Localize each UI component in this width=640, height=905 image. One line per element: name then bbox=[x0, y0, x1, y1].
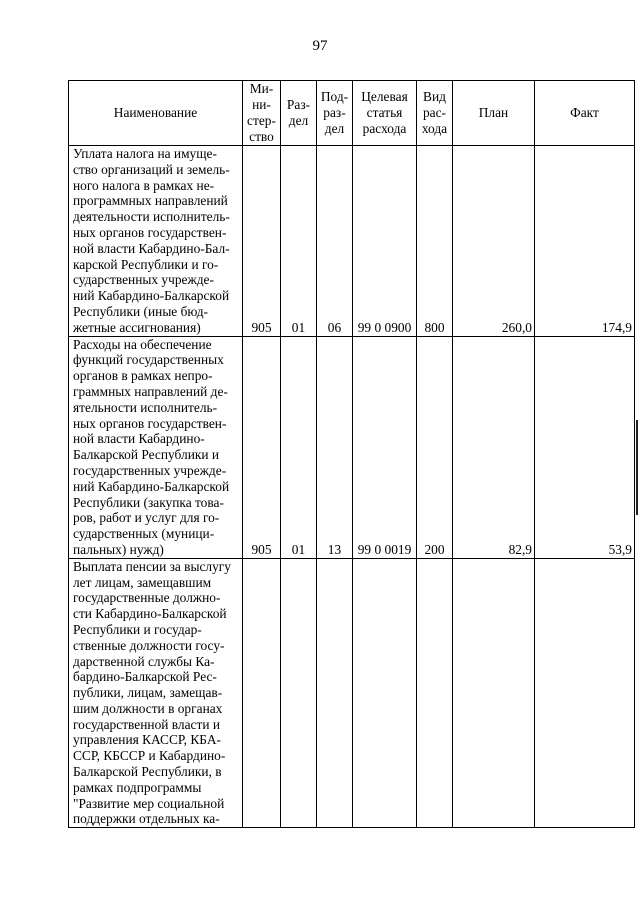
row-name-line: граммных направлений де- bbox=[73, 383, 228, 399]
header-target-article: Целевая статья расхода bbox=[353, 81, 417, 146]
row-name-line: ственные должности госу- bbox=[73, 637, 225, 653]
row-target-article-cell: 99 0 0019 bbox=[353, 336, 417, 558]
row-expense-type-cell bbox=[417, 558, 453, 828]
row-name-line: публики, лицам, замещав- bbox=[73, 685, 223, 701]
row-ministry-cell: 905 bbox=[243, 146, 281, 337]
row-name-line: ССР, КБССР и Кабардино- bbox=[73, 748, 226, 764]
row-name-line: ной власти Кабардино-Бал- bbox=[73, 240, 230, 256]
row-name-line: Балкарской Республики, в bbox=[73, 764, 222, 780]
row-fact-cell: 174,9 bbox=[535, 146, 635, 337]
table-body bbox=[69, 146, 635, 828]
row-name-line: лет лицам, замещавшим bbox=[73, 574, 212, 590]
row-ministry-cell bbox=[243, 558, 281, 828]
row-name-line: сударственных (муници- bbox=[73, 526, 215, 542]
table-row bbox=[69, 336, 635, 558]
table-row bbox=[69, 146, 635, 337]
row-fact-cell: 53,9 bbox=[535, 336, 635, 558]
row-name-line: Выплата пенсии за выслугу bbox=[73, 558, 231, 574]
row-name-cell bbox=[69, 146, 243, 337]
row-name-line: ство организаций и земель- bbox=[73, 161, 230, 177]
row-name-cell bbox=[69, 558, 243, 828]
row-name-line: ных органов государствен- bbox=[73, 415, 227, 431]
row-name-line: поддержки отдельных ка- bbox=[73, 811, 220, 827]
row-name-line: деятельности исполнитель- bbox=[73, 209, 230, 225]
row-name-line: Республики (закупка това- bbox=[73, 494, 224, 510]
budget-table bbox=[68, 80, 635, 828]
row-name-line: функций государственных bbox=[73, 352, 224, 368]
row-name-line: ной власти Кабардино- bbox=[73, 431, 205, 447]
row-ministry-cell: 905 bbox=[243, 336, 281, 558]
row-name-line: ятельности исполнитель- bbox=[73, 399, 218, 415]
row-target-article-cell: 99 0 0900 bbox=[353, 146, 417, 337]
header-name: Наименование bbox=[69, 81, 243, 146]
row-name-line: карской Республики и го- bbox=[73, 256, 219, 272]
header-expense-type: Вид рас- хода bbox=[417, 81, 453, 146]
row-name-line: шим должности в органах bbox=[73, 700, 223, 716]
row-name-line: Республики (иные бюд- bbox=[73, 303, 209, 319]
row-name-line: ных органов государствен- bbox=[73, 224, 227, 240]
table-row bbox=[69, 558, 635, 828]
header-section: Раз- дел bbox=[281, 81, 317, 146]
row-name-line: ров, работ и услуг для го- bbox=[73, 510, 220, 526]
row-name-line: Уплата налога на имуще- bbox=[73, 146, 217, 161]
row-name-line: программных направлений bbox=[73, 193, 228, 209]
row-name-line: Республики и государ- bbox=[73, 621, 202, 637]
row-name-line: бардино-Балкарской Рес- bbox=[73, 669, 217, 685]
row-name-line: ний Кабардино-Балкарской bbox=[73, 478, 230, 494]
row-name-line: "Развитие мер социальной bbox=[73, 795, 225, 811]
scan-edge-mark bbox=[636, 420, 638, 515]
row-name-line: органов в рамках непро- bbox=[73, 368, 213, 384]
row-name-cell bbox=[69, 336, 243, 558]
row-expense-type-cell: 800 bbox=[417, 146, 453, 337]
row-name-line: дарственной службы Ка- bbox=[73, 653, 215, 669]
header-subsection: Под- раз- дел bbox=[317, 81, 353, 146]
row-plan-cell bbox=[453, 558, 535, 828]
row-subsection-cell: 13 bbox=[317, 336, 353, 558]
table-header-row bbox=[69, 81, 635, 146]
row-name-line: Балкарской Республики и bbox=[73, 447, 220, 463]
page-number: 97 bbox=[312, 38, 328, 54]
row-name-line: ного налога в рамках не- bbox=[73, 177, 215, 193]
row-name-line: ний Кабардино-Балкарской bbox=[73, 288, 230, 304]
row-name-line: Расходы на обеспечение bbox=[73, 336, 212, 352]
row-subsection-cell bbox=[317, 558, 353, 828]
header-plan: План bbox=[453, 81, 535, 146]
row-plan-cell: 260,0 bbox=[453, 146, 535, 337]
row-name-line: государственных учрежде- bbox=[73, 462, 227, 478]
row-name-line: государственной власти и bbox=[73, 716, 221, 732]
row-name-line: сти Кабардино-Балкарской bbox=[73, 606, 227, 622]
row-expense-type-cell: 200 bbox=[417, 336, 453, 558]
row-plan-cell: 82,9 bbox=[453, 336, 535, 558]
row-target-article-cell bbox=[353, 558, 417, 828]
row-section-cell bbox=[281, 558, 317, 828]
header-ministry: Ми- ни- стер- ство bbox=[243, 81, 281, 146]
row-name-line: рамках подпрограммы bbox=[73, 779, 202, 795]
row-name-line: сударственных учрежде- bbox=[73, 272, 214, 288]
row-name-line: государственные должно- bbox=[73, 590, 221, 606]
row-fact-cell bbox=[535, 558, 635, 828]
row-section-cell: 01 bbox=[281, 336, 317, 558]
header-fact: Факт bbox=[535, 81, 635, 146]
row-name-line: управления КАССР, КБА- bbox=[73, 732, 221, 748]
row-section-cell: 01 bbox=[281, 146, 317, 337]
row-subsection-cell: 06 bbox=[317, 146, 353, 337]
row-name-line: жетные ассигнования) bbox=[73, 319, 201, 335]
row-name-line: пальных) нужд) bbox=[73, 541, 164, 557]
